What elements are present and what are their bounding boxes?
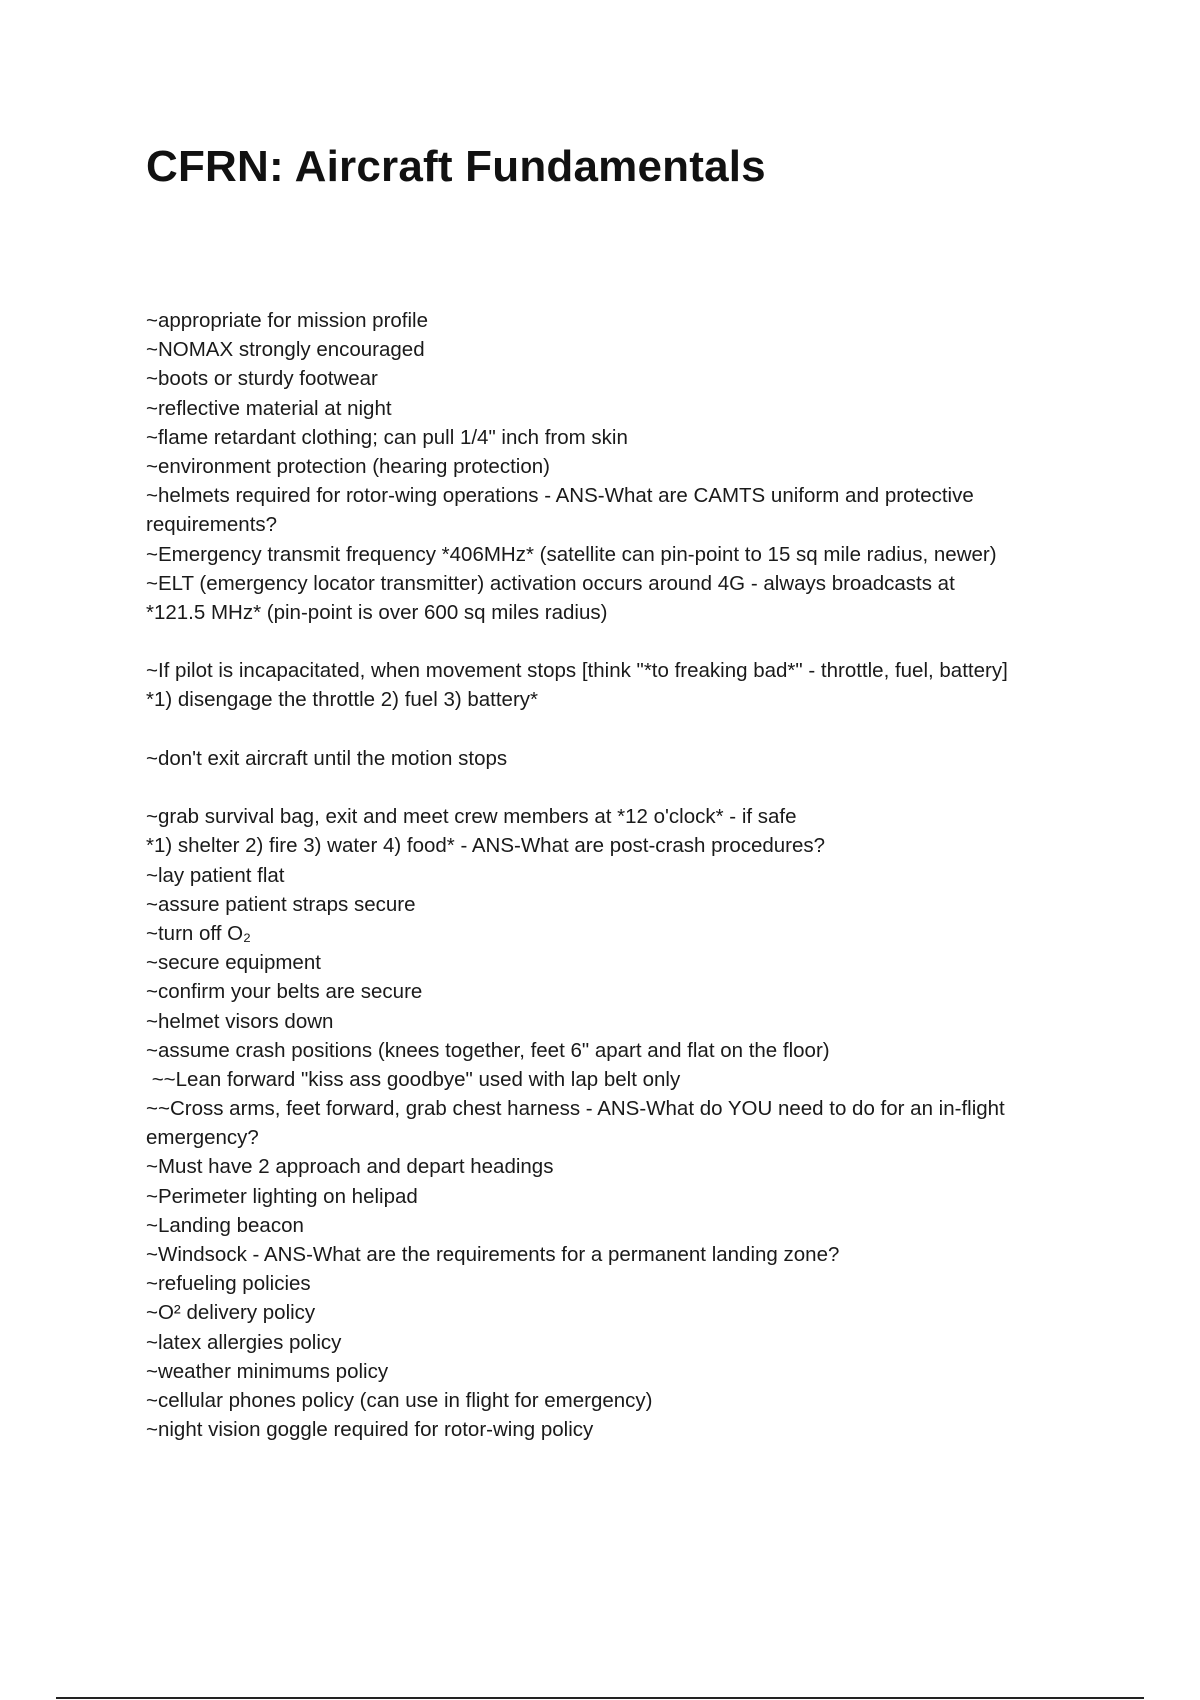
text-line: ~appropriate for mission profile	[146, 309, 429, 332]
text-line: ~grab survival bag, exit and meet crew members at *12 o'clock* - if safe	[146, 805, 797, 829]
text-line: ~night vision goggle required for rotor-wing policy	[146, 1418, 594, 1442]
text-line: ~helmet visors down	[146, 1009, 334, 1033]
text-line: *121.5 MHz* (pin-point is over 600 sq miles radius)	[146, 600, 608, 624]
text-line: ~~Lean forward "kiss ass goodbye" used with lap belt only	[146, 1067, 681, 1091]
text-line: ~Perimeter lighting on helipad	[146, 1184, 418, 1208]
text-line: ~Emergency transmit frequency *406MHz* (satellite can pin-point to 15 sq mile radius, newer)	[146, 542, 997, 566]
text-line: emergency?	[146, 1126, 259, 1150]
text-line: ~secure equipment	[146, 951, 321, 975]
text-line: ~If pilot is incapacitated, when movement stops [think "*to freaking bad*" - throttle, fuel, battery]	[146, 659, 1008, 683]
paragraph-spacer	[146, 627, 1086, 656]
text-line: ~reflective material at night	[146, 396, 392, 420]
text-line: ~~Cross arms, feet forward, grab chest harness - ANS-What do YOU need to do for an in-flight	[146, 1097, 1005, 1121]
text-line: ~NOMAX strongly encouraged	[146, 338, 425, 362]
text-line: ~environment protection (hearing protection)	[146, 454, 550, 478]
text-line: ~latex allergies policy	[146, 1330, 342, 1354]
page-title: CFRN: Aircraft Fundamentals	[146, 142, 766, 191]
text-line: ~Landing beacon	[146, 1213, 304, 1237]
text-line: ~Windsock - ANS-What are the requirements for a permanent landing zone?	[146, 1243, 840, 1266]
text-line: ~turn off O₂	[146, 921, 252, 945]
text-line: *1) disengage the throttle 2) fuel 3) battery*	[146, 688, 539, 712]
text-line: ~ELT (emergency locator transmitter) activation occurs around 4G - always broadcasts at	[146, 571, 955, 595]
text-line: ~lay patient flat	[146, 863, 285, 887]
text-line: ~flame retardant clothing; can pull 1/4" inch from skin	[146, 425, 628, 449]
text-line: ~confirm your belts are secure	[146, 980, 423, 1004]
text-line: ~assure patient straps secure	[146, 892, 416, 916]
text-line: requirements?	[146, 513, 278, 537]
text-line: ~O² delivery policy	[146, 1301, 316, 1325]
footer-divider	[56, 1697, 1144, 1699]
paragraph-spacer	[146, 773, 1086, 802]
text-line: ~don't exit aircraft until the motion stops	[146, 746, 508, 770]
text-line: ~weather minimums policy	[146, 1359, 389, 1383]
text-line: ~helmets required for rotor-wing operations - ANS-What are CAMTS uniform and protective	[146, 484, 974, 508]
document-body	[146, 306, 1086, 1444]
text-line: ~boots or sturdy footwear	[146, 367, 378, 391]
text-line: *1) shelter 2) fire 3) water 4) food* - ANS-What are post-crash procedures?	[146, 834, 826, 858]
paragraph-spacer	[146, 715, 1086, 744]
text-line: ~refueling policies	[146, 1272, 311, 1296]
text-line: ~assume crash positions (knees together, feet 6" apart and flat on the floor)	[146, 1038, 830, 1062]
text-line: ~cellular phones policy (can use in flight for emergency)	[146, 1388, 653, 1412]
text-line: ~Must have 2 approach and depart headings	[146, 1155, 554, 1179]
